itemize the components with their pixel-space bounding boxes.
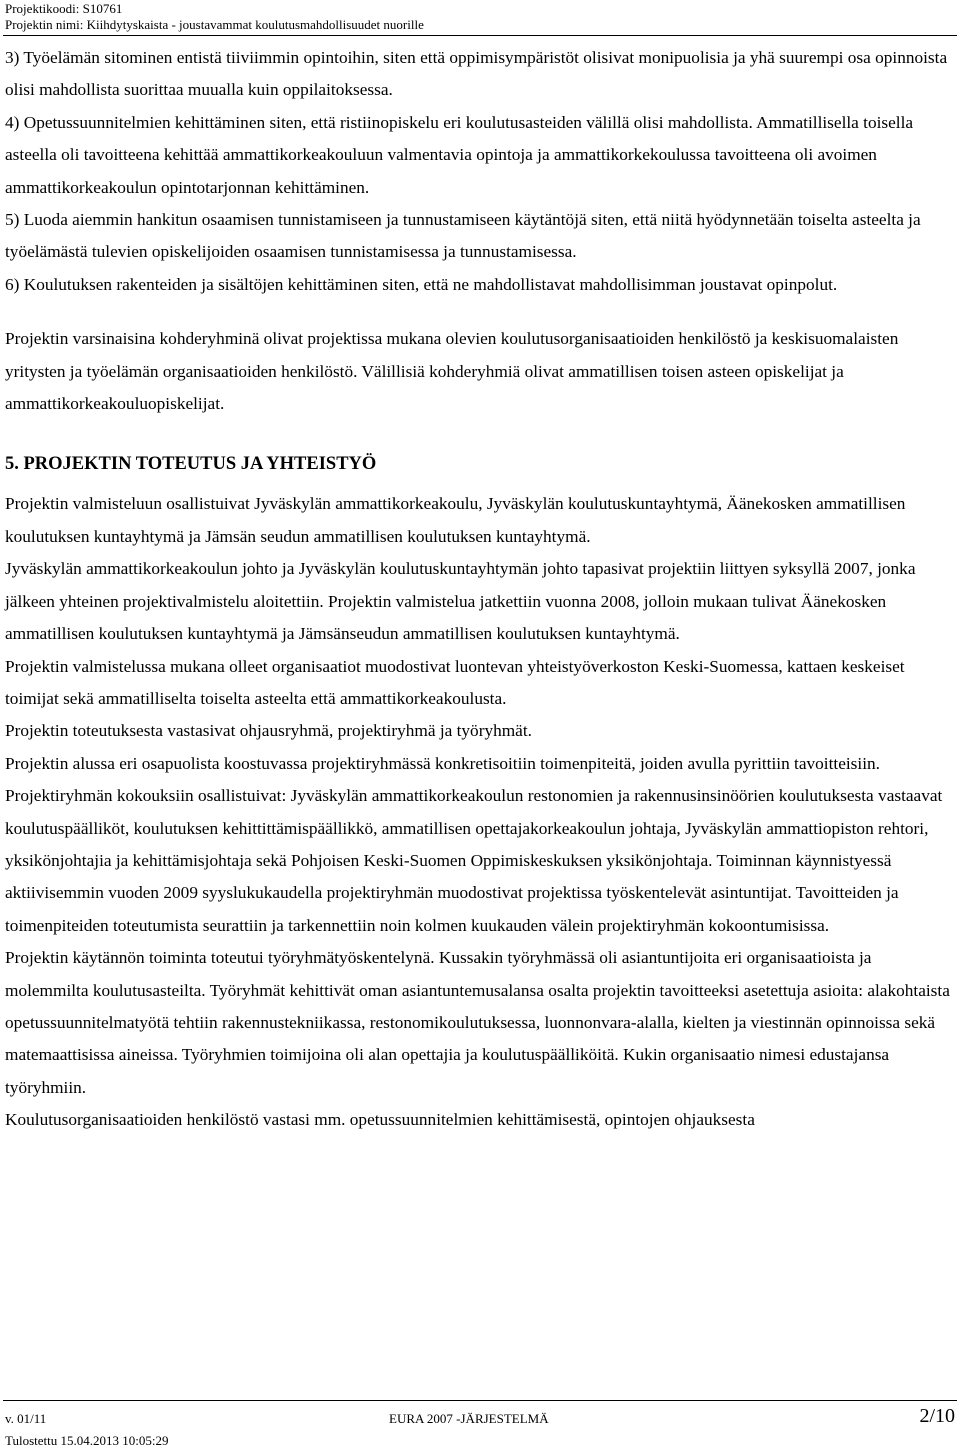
print-timestamp: Tulostettu 15.04.2013 10:05:29: [5, 1433, 169, 1448]
paragraph-responsibility: Projektin toteutuksesta vastasivat ohjausryhmä, projektiryhmä ja työryhmät.: [5, 721, 532, 741]
goal-item-3: 3) Työelämän sitominen entistä tiiviimmin opintoihin, siten että oppimisympäristöt olisivat monipuolisia ja yhä suurempi osa opinnoista olisi mahdollista suorittaa muualla kuin oppilaitoksessa.: [5, 48, 948, 100]
paragraph-project-group: Projektin alussa eri osapuolista koostuvassa projektiryhmässä konkretisoitiin toimenpiteitä, joiden avulla pyrittiin tavoitteisiin. Projektiryhmän kokouksiin osallistuivat: Jyväskylän ammattikorkeakoulun restonomien ja rakennusinsinöörien koulutuksesta vastaavat koulutuspäälliköt, koulutuksen kehittittämispäällikkö, ammatillisen opettajakorkeakoulun johtaja, Jyväskylän ammattiopiston rehtori, yksikönjohtajia ja kehittämisjohtaja sekä Pohjoisen Keski-Suomen Oppimiskeskuksen yksikönjohtaja. Toiminnan käynnistyessä aktiivisemmin vuoden 2009 syyslukukaudella projektiryhmän muodostivat projektissa työskentelevät asintuntijat. Tavoitteiden ja toimenpiteiden toteutumista seurattiin ja tarkennettiin noin kolmen kuukauden välein projektiryhmän kokoontumisissa.: [5, 753, 943, 935]
section-heading: 5. PROJEKTIN TOTEUTUS JA YHTEISTYÖ: [5, 454, 377, 475]
paragraph-working-groups: Projektin käytännön toiminta toteutui työryhmätyöskentelynä. Kussakin työryhmässä oli asiantuntijoita eri organisaatioista ja molemmilta koulutusasteilta. Työryhmät kehittivät oman asiantuntemusalansa osalta projektin tavoitteeksi asetettuja asioita: alakohtaista opetussuunnitelmatyötä tehtiin rakennustekniikassa, restonomikoulutuksessa, luonnonvara-alalla, kielten ja viestinnän opinnoissa sekä matemaattisissa aineissa. Työryhmien toimijoina oli alan opettajia ja koulutuspäälliköitä. Kukin organisaatio nimesi edustajansa työryhmiin.: [5, 948, 950, 1097]
document-version: v. 01/11: [5, 1411, 47, 1426]
goal-item-5: 5) Luoda aiemmin hankitun osaamisen tunnistamiseen ja tunnustamiseen käytäntöjä siten, että niitä hyödynnetään toiselta asteelta ja työelämästä tulevien opiskelijoiden osaamisen tunnistamisessa ja tunnustamisessa.: [5, 210, 921, 262]
document-body: [5, 42, 955, 1137]
paragraph-management: Jyväskylän ammattikorkeakoulun johto ja Jyväskylän koulutuskuntayhtymän johto tapasivat projektiin liittyen syksyllä 2007, jonka jälkeen yhteinen projektivalmistelu aloitettiin. Projektin valmistelua jatkettiin vuonna 2008, jolloin mukaan tulivat Äänekosken ammatillisen koulutuksen kuntayhtymä ja Jämsänseudun ammatillisen koulutuksen kuntayhtymä.: [5, 559, 916, 644]
paragraph-network: Projektin valmistelussa mukana olleet organisaatiot muodostivat luontevan yhteistyöverkoston Keski-Suomessa, kattaen keskeiset toimijat sekä ammatilliselta toiselta asteelta että ammattikorkeakoulusta.: [5, 656, 905, 708]
paragraph-preparation: Projektin valmisteluun osallistuivat Jyväskylän ammattikorkeakoulu, Jyväskylän koulutuskuntayhtymä, Äänekosken ammatillisen koulutuksen kuntayhtymä ja Jämsän seudun ammatillisen koulutuksen kuntayhtymä.: [5, 494, 906, 546]
project-name: Projektin nimi: Kiihdytyskaista - joustavammat koulutusmahdollisuudet nuorille: [5, 17, 424, 32]
header-divider: [3, 35, 957, 36]
system-name: EURA 2007 -JÄRJESTELMÄ: [389, 1411, 549, 1426]
page-number: 2/10: [919, 1405, 955, 1427]
project-code: Projektikoodi: S10761: [5, 1, 123, 16]
target-groups-paragraph: Projektin varsinaisina kohderyhminä olivat projektissa mukana olevien koulutusorganisaatioiden henkilöstö ja keskisuomalaisten yritysten ja työelämän organisaatioiden henkilöstö. Välillisiä kohderyhmiä olivat ammatillisen toisen asteen opiskelijat ja ammattikorkeakouluopiskelijat.: [5, 329, 899, 414]
page-footer: [5, 1404, 955, 1448]
footer-divider: [3, 1400, 957, 1401]
goal-item-4: 4) Opetussuunnitelmien kehittäminen siten, että ristiinopiskelu eri koulutusasteiden välillä olisi mahdollista. Ammatillisella toisella asteella oli tavoitteena kehittää ammattikorkeakouluun valmentavia opintoja ja ammattikorkekoulussa tavoitteena oli avoimen ammattikorkeakoulun opintotarjonnan kehittäminen.: [5, 112, 914, 197]
page-header: [5, 1, 955, 33]
goal-item-6: 6) Koulutuksen rakenteiden ja sisältöjen kehittäminen siten, että ne mahdollistavat mahdollisimman joustavat opinpolut.: [5, 274, 838, 294]
paragraph-staff: Koulutusorganisaatioiden henkilöstö vastasi mm. opetussuunnitelmien kehittämisestä, opintojen ohjauksesta: [5, 1110, 755, 1130]
